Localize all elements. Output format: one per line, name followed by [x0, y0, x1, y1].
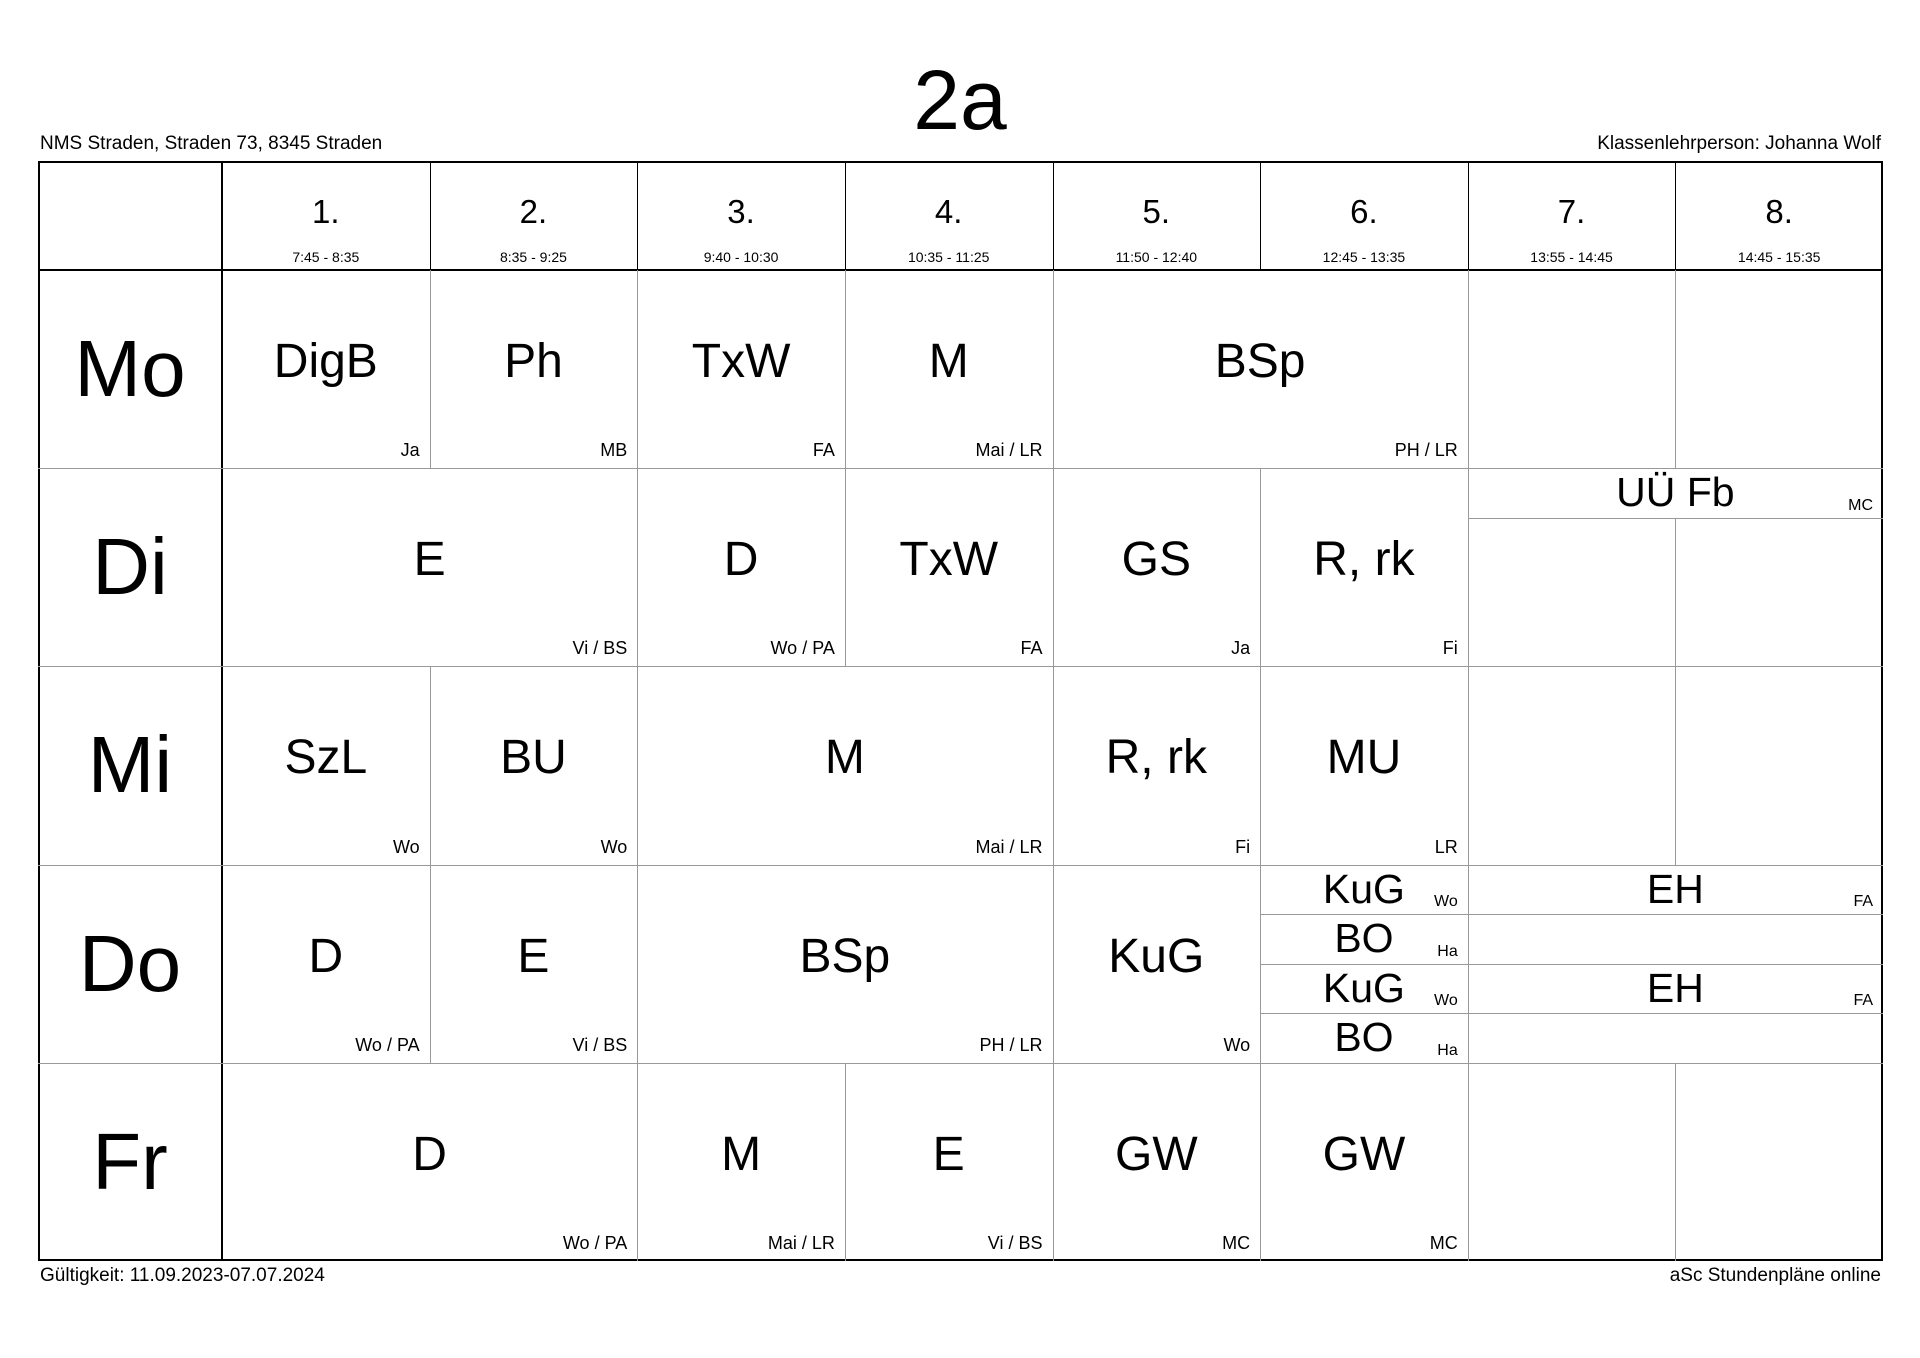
period-header [637, 161, 845, 270]
grid-line [845, 1063, 846, 1261]
period-number: 1. [312, 193, 340, 230]
lesson-cell[interactable] [637, 865, 1052, 1063]
grid-line [38, 269, 1883, 271]
teacher: FA [812, 440, 835, 461]
software-credit: aSc Stundenpläne online [1669, 1265, 1881, 1286]
period-header [1675, 161, 1883, 270]
teacher: Wo [1434, 992, 1458, 1010]
period-time: 13:55 - 14:45 [1530, 249, 1613, 265]
teacher: MC [1222, 1232, 1251, 1253]
split-lesson-cell[interactable] [1260, 865, 1468, 915]
teacher: Vi / BS [572, 638, 628, 659]
teacher: Mai / LR [975, 836, 1043, 857]
period-number: 7. [1557, 193, 1586, 230]
subject: TxW [899, 533, 998, 587]
school-info: NMS Straden, Straden 73, 8345 Straden [40, 133, 383, 154]
grid-line [845, 161, 846, 270]
subject: BSp [1214, 335, 1306, 388]
teacher: MC [1848, 496, 1873, 514]
grid-line [1053, 865, 1054, 1063]
subject: M [928, 335, 969, 388]
teacher: Ha [1437, 942, 1458, 960]
grid-line [38, 161, 1883, 163]
teacher: Fi [1235, 836, 1251, 857]
subject: KuG [1322, 865, 1405, 912]
grid-line [38, 161, 40, 1261]
teacher: Wo / PA [562, 1232, 628, 1253]
grid-line [38, 666, 1883, 667]
teacher: FA [1020, 638, 1043, 659]
teacher: MB [600, 440, 628, 461]
lesson-cell[interactable] [222, 270, 430, 468]
period-number: 3. [727, 193, 755, 230]
teacher: MC [1429, 1232, 1458, 1253]
lesson-cell[interactable] [845, 270, 1053, 468]
teacher: Ja [400, 440, 420, 461]
period-time: 10:35 - 11:25 [907, 249, 990, 265]
subject: E [413, 533, 446, 587]
teacher: LR [1434, 836, 1458, 857]
period-time: 9:40 - 10:30 [703, 249, 779, 265]
class-teacher-info: Klassenlehrperson: Johanna Wolf [1597, 133, 1881, 154]
teacher: Fi [1442, 638, 1458, 659]
lesson-cell[interactable] [1053, 1063, 1261, 1261]
grid-line [1468, 1063, 1469, 1261]
grid-line [1053, 468, 1054, 666]
grid-line [430, 865, 431, 1063]
period-header [1468, 161, 1676, 270]
subject: KuG [1322, 964, 1405, 1011]
subject: D [723, 533, 759, 587]
day-label: Mi [87, 720, 173, 810]
validity-period: Gültigkeit: 11.09.2023-07.07.2024 [40, 1265, 325, 1286]
period-header [430, 161, 638, 270]
grid-line [430, 666, 431, 864]
grid-line [1675, 161, 1676, 270]
grid-line [1260, 161, 1261, 270]
teacher: Mai / LR [975, 440, 1043, 461]
subject: TxW [691, 335, 791, 388]
teacher: Mai / LR [767, 1232, 835, 1253]
grid-line [1260, 666, 1261, 864]
lesson-cell[interactable] [1053, 270, 1468, 468]
period-header [222, 161, 430, 270]
period-header [1053, 161, 1261, 270]
period-header [1260, 161, 1468, 270]
split-lesson-cell[interactable] [1468, 865, 1883, 915]
grid-line [1053, 1063, 1054, 1261]
subject: SzL [284, 731, 368, 785]
grid-line [221, 161, 223, 1261]
lesson-cell[interactable] [1053, 666, 1261, 864]
grid-line [637, 161, 638, 270]
grid-line [1675, 666, 1676, 864]
grid-line [430, 161, 431, 270]
period-time: 12:45 - 13:35 [1322, 249, 1406, 265]
grid-line [845, 468, 846, 666]
lesson-cell[interactable] [845, 468, 1053, 666]
subject: DigB [273, 335, 378, 388]
grid-line [38, 865, 1883, 866]
lesson-cell[interactable] [222, 865, 430, 1063]
lesson-cell[interactable] [637, 1063, 845, 1261]
grid-line [1468, 666, 1469, 864]
lesson-cell[interactable] [1053, 468, 1261, 666]
subject: BSp [799, 929, 891, 983]
lesson-cell[interactable] [430, 270, 638, 468]
subject: MU [1326, 731, 1402, 785]
teacher: Vi / BS [572, 1034, 628, 1055]
subject: D [412, 1127, 447, 1181]
grid-line [1468, 518, 1883, 519]
lesson-cell[interactable] [1260, 468, 1468, 666]
lesson-cell[interactable] [222, 1063, 637, 1261]
lesson-cell[interactable] [1260, 666, 1468, 864]
day-label: Fr [92, 1116, 168, 1206]
subject: M [824, 731, 865, 785]
grid-line [637, 270, 638, 468]
subject: D [308, 929, 344, 983]
grid-line [1053, 666, 1054, 864]
period-number: 8. [1765, 193, 1793, 230]
split-lesson-cell[interactable] [1260, 964, 1468, 1014]
teacher: Wo [1223, 1034, 1251, 1055]
teacher: Wo [392, 836, 420, 857]
lesson-cell[interactable] [222, 468, 637, 666]
lesson-cell[interactable] [222, 666, 430, 864]
subject: M [721, 1127, 762, 1181]
split-lesson-cell[interactable] [1468, 964, 1883, 1014]
teacher: FA [1853, 992, 1873, 1010]
lesson-cell[interactable] [637, 666, 1052, 864]
grid-line [1260, 914, 1883, 915]
teacher: FA [1853, 893, 1873, 911]
day-label: Do [78, 918, 182, 1008]
lesson-cell[interactable] [1260, 1063, 1468, 1261]
subject: GS [1121, 533, 1191, 587]
lesson-cell[interactable] [637, 468, 845, 666]
lesson-cell[interactable] [430, 666, 638, 864]
grid-line [1881, 161, 1883, 1261]
class-title: 2a [913, 53, 1007, 147]
timetable-grid [38, 161, 1883, 1261]
subject: EH [1646, 865, 1704, 912]
lesson-cell[interactable] [430, 865, 638, 1063]
grid-line [1260, 1063, 1261, 1261]
period-number: 2. [519, 193, 548, 230]
period-time: 7:45 - 8:35 [292, 249, 360, 265]
subject: UÜ Fb [1616, 469, 1735, 516]
subject: EH [1646, 964, 1704, 1011]
grid-line [845, 270, 846, 468]
subject: GW [1114, 1127, 1198, 1181]
grid-line [1468, 270, 1469, 468]
grid-line [1260, 964, 1883, 965]
period-time: 14:45 - 15:35 [1737, 249, 1821, 265]
subject: KuG [1108, 929, 1205, 983]
subject: GW [1322, 1127, 1406, 1181]
subject: E [932, 1127, 965, 1181]
teacher: Ja [1231, 638, 1251, 659]
lesson-cell[interactable] [637, 270, 845, 468]
grid-line [637, 468, 638, 666]
day-label: Mo [74, 324, 186, 413]
period-header [845, 161, 1053, 270]
period-number: 5. [1142, 193, 1171, 230]
grid-line [1468, 161, 1469, 270]
teacher: PH / LR [979, 1034, 1043, 1055]
split-lesson-cell[interactable] [1468, 468, 1883, 518]
lesson-cell[interactable] [845, 1063, 1053, 1261]
teacher: Wo / PA [770, 638, 835, 659]
subject: Ph [504, 335, 563, 388]
split-lesson-cell[interactable] [1260, 914, 1468, 964]
teacher: Vi / BS [987, 1232, 1043, 1253]
grid-line [1675, 270, 1676, 468]
grid-line [637, 666, 638, 864]
grid-line [1260, 1013, 1883, 1014]
period-time: 11:50 - 12:40 [1115, 249, 1198, 265]
grid-line [1468, 468, 1469, 666]
split-lesson-cell[interactable] [1260, 1013, 1468, 1063]
grid-line [1053, 270, 1054, 468]
teacher: PH / LR [1394, 440, 1458, 461]
grid-line [38, 468, 1883, 469]
grid-line [1053, 161, 1054, 270]
subject: BO [1334, 1014, 1394, 1061]
period-number: 4. [934, 193, 963, 230]
teacher: Wo [1434, 893, 1458, 911]
lesson-cell[interactable] [1053, 865, 1261, 1063]
teacher: Wo / PA [355, 1034, 420, 1055]
teacher: Ha [1437, 1041, 1458, 1059]
subject: E [517, 929, 550, 983]
subject: R, rk [1313, 533, 1415, 587]
grid-line [637, 1063, 638, 1261]
grid-line [38, 1259, 1883, 1261]
subject: R, rk [1105, 731, 1207, 785]
grid-line [430, 270, 431, 468]
period-time: 8:35 - 9:25 [499, 249, 567, 265]
grid-line [38, 1063, 1883, 1064]
period-number: 6. [1350, 193, 1378, 230]
day-label: Di [92, 522, 168, 612]
subject: BU [500, 731, 567, 785]
grid-line [637, 865, 638, 1063]
grid-line [1675, 1063, 1676, 1261]
grid-line [1260, 468, 1261, 666]
teacher: Wo [600, 836, 628, 857]
subject: BO [1334, 915, 1394, 962]
grid-line [1675, 518, 1676, 667]
